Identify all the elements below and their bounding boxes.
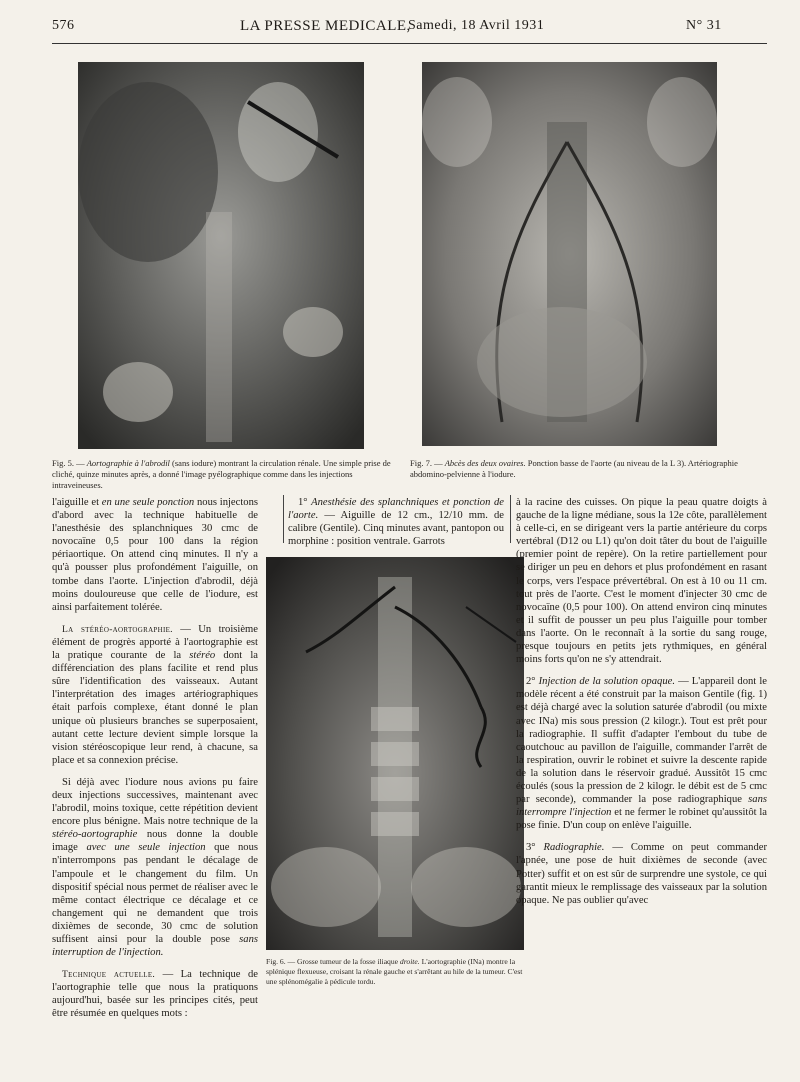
paragraph: Technique actuelle. — La technique de l'aortographie telle que nous la pratiquons aujourd'hui, basée sur les principes cités, peut être résumée en quelques mots :	[52, 969, 258, 1020]
figure-6-radiograph	[266, 557, 524, 950]
column-1	[52, 496, 258, 1030]
figure-5-radiograph	[78, 62, 364, 449]
paragraph: La stéréo-aortographie. — Un troisième élément de progrès apporté à l'aortographie est la pratique courante de la stéréo dont la différenciation des plans facilite et rend plus sûre l'identification des vaisseaux. Autant l'interprétation des images artériographiques était parfois complexe, étant donné le plan unique où plusieurs branches se superposaient, autant cette lecture devient simple lorsque la vision stéréoscopique leur rend, à chacune, sa place et sa connexion précise.	[52, 623, 258, 766]
paragraph: 1° Anesthésie des splanchniques et ponction de l'aorte. — Aiguille de 12 cm., 12/10 mm. de calibre (Gentile). Cinq minutes avant, pantopon ou morphine : position ventrale. Garrots	[288, 497, 504, 548]
column-divider	[283, 495, 284, 543]
figure-7-radiograph	[422, 62, 717, 446]
section-heading: La stéréo-aortographie.	[62, 623, 173, 635]
paragraph: 3° Radiographie. — Comme on peut commander l'apnée, une pose de huit dixièmes de seconde (avec Potter) suffit et on est sûr de surprendre une systole, ce qui garantit mieux le remplissage des vaisseaux par la solution opaque. Ne pas oublier qu'avec	[516, 842, 768, 906]
column-divider	[510, 495, 511, 543]
paragraph: Si déjà avec l'iodure nous avions pu faire deux injections successives, maintenant avec l'abrodil, moins toxique, cette répétition devient encore plus bénigne. Mais notre technique de la stéréo-aortographie nous donne la double image avec une seule injection que nous n'interrompons pas pendant le décalage de l'ampoule et le changement du film. Un dispositif spécial nous permet de réaliser avec le même contact électrique ce décalage et ce changement qui ne demandent que trois dixièmes de seconde, 30 cmc de solution suffisent ainsi pour la double pose sans interruption de l'injection.	[52, 776, 259, 959]
paragraph: à la racine des cuisses. On pique la peau quatre doigts à gauche de la ligne médiane, sous la 12e côte, parallèlement à celle-ci, en se dirigeant vers la partie antérieure du corps vertébral (D12 ou L1) qu'on doit tâter du bout de l'aiguille (premier point de repère). On la retire partiellement pour se diriger un peu en dehors et plus profondément en rasant le corps, vers l'espace prévertébral. On est à 10 ou 11 cm. tout près de l'aorte. C'est le moment d'injecter 30 cmc de novocaïne (0,5 pour 100). On attend environ cinq minutes et il suffit de pousser un peu plus l'aiguille pour tomber dans l'aorte. On le reconnaît à la sortie du sang rouge, presque toujours en petits jets rythmiques, en général moins forts qu'on ne s'y attendrait.	[516, 497, 767, 666]
paragraph: 2° Injection de la solution opaque. — L'appareil dont le modèle récent a été construit par la maison Gentile (fig. 1) est déjà chargé avec la solution saturée d'abrodil (ou mixte avec INa) mis sous pression (2 kilogr.). Tout est prêt pour la radiographie. Il suffit d'adapter l'embout du tube de caoutchouc au pavillon de l'aiguille, commander l'arrêt de la respiration, ouvrir le robinet et suivre la descente rapide de la solution dans le réservoir gradué. Aussitôt 15 cmc écoulés (sous la pression de 2 kilogr. le débit est de 5 cmc par seconde), commander la pose radiographique sans interrompre l'injection et ne fermer le robinet qu'aussitôt la pose finie. D'un coup on enlève l'aiguille.	[516, 676, 767, 832]
journal-title: LA PRESSE MEDICALE,	[240, 18, 411, 34]
column-3	[516, 496, 767, 916]
paragraph: l'aiguille et en une seule ponction nous injectons d'abord avec la technique habituelle de l'anesthésie des splanchniques 30 cmc de novocaïne 0,5 pour 100 dans la région périaortique. On attend cinq minutes. Il n'y a qu'à pousser plus profondément l'aiguille, on tombe dans l'aorte. L'injection d'abrodil, déjà moins douloureuse que celle de l'iodure, est ainsi parfaitement tolérée.	[52, 497, 258, 613]
page-number: 576	[52, 18, 75, 33]
header-rule	[52, 43, 767, 44]
figure-7-caption: Fig. 7. — Abcès des deux ovaires. Ponction basse de l'aorte (au niveau de la L 3). Artériographie abdomino-pelvienne à l'iodure.	[410, 458, 738, 479]
section-heading: Technique actuelle.	[62, 969, 156, 981]
column-2	[288, 496, 504, 557]
issue-date: Samedi, 18 Avril 1931	[408, 18, 545, 33]
figure-5-caption: Fig. 5. — Aortographie à l'abrodil (sans iodure) montrant la circulation rénale. Une simple prise de cliché, quinze minutes après, a donné l'image pyélographique comme dans les injections intraveineuses.	[52, 458, 391, 490]
figure-6-caption: Fig. 6. — Grosse tumeur de la fosse iliaque droite. L'aortographie (INa) montre la splénique flexueuse, croisant la rénale gauche et s'arrêtant au hile de la tumeur. C'est une splénomégalie à pédicule tordu.	[266, 957, 523, 986]
issue-number: N° 31	[686, 18, 722, 33]
